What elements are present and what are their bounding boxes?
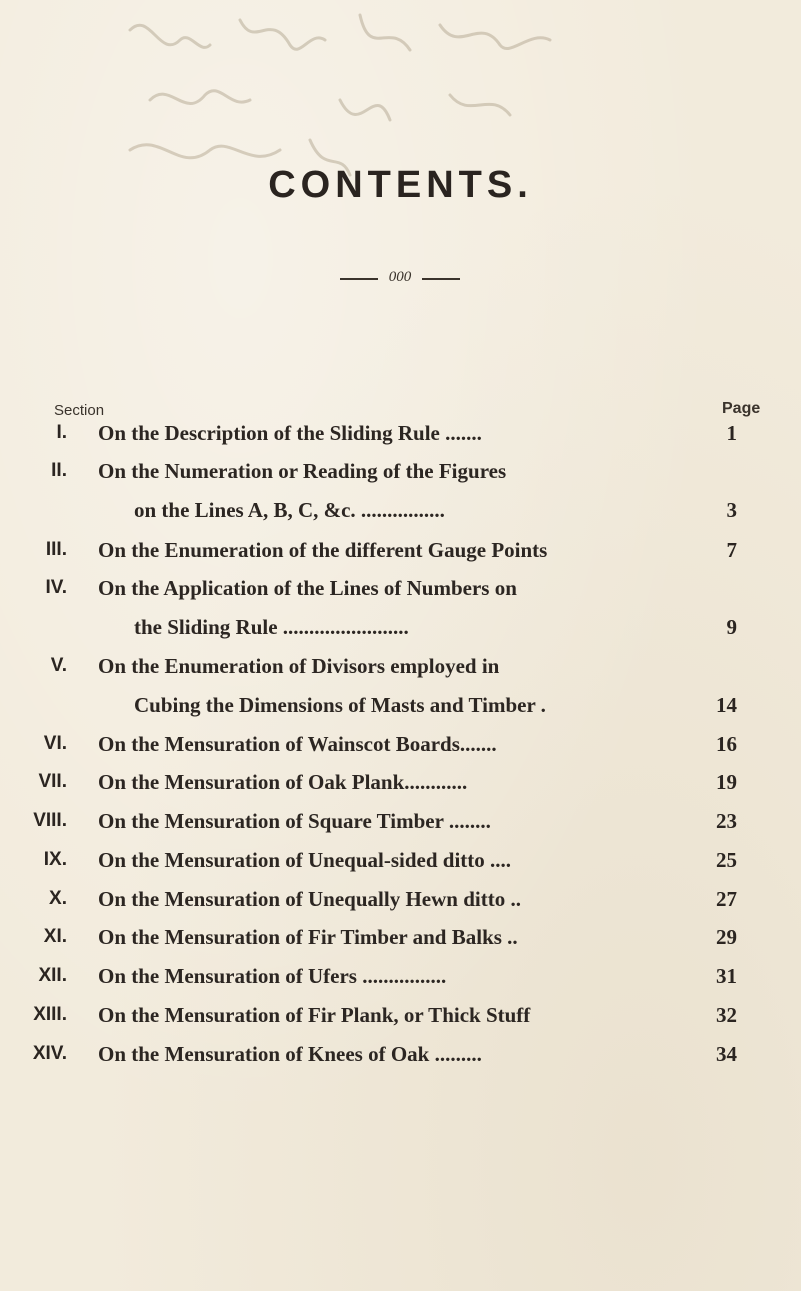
entry-title: On the Mensuration of Fir Plank, or Thick Stuff: [98, 1003, 531, 1027]
section-number: XIV.: [32, 1043, 67, 1064]
section-number: XII.: [38, 965, 67, 986]
toc-entry-2: [0, 455, 801, 487]
toc-entry-5-continued: [0, 689, 801, 721]
page-number: 14: [716, 693, 737, 717]
section-number: V.: [50, 655, 67, 676]
toc-entry-4: [0, 572, 801, 604]
toc-entry-11: [0, 921, 801, 953]
toc-entry-14: [0, 1038, 801, 1070]
section-number: VI.: [43, 733, 67, 754]
entry-title: On the Application of the Lines of Numbers on: [98, 576, 517, 600]
entry-title: On the Mensuration of Wainscot Boards.......: [98, 732, 497, 756]
ornament-mark: 000: [388, 269, 412, 285]
page-column-header: Page: [722, 400, 761, 417]
entry-title-continued: the Sliding Rule ........................: [134, 615, 409, 639]
entry-title: On the Description of the Sliding Rule .......: [98, 421, 482, 445]
entry-title: On the Mensuration of Square Timber ........: [98, 809, 491, 833]
toc-entry-10: [0, 883, 801, 915]
toc-entry-6: [0, 728, 801, 760]
entry-title: On the Enumeration of Divisors employed in: [98, 654, 500, 678]
ornament-rule-right: [422, 278, 460, 280]
page-number: 25: [716, 848, 737, 872]
ornament-rule-left: [340, 278, 378, 280]
page-number: 34: [716, 1042, 737, 1066]
section-column-header: Section: [54, 402, 105, 419]
entry-title: On the Enumeration of the different Gauge Points: [98, 538, 548, 562]
entry-title: On the Mensuration of Ufers ................: [98, 964, 447, 988]
page-title: CONTENTS.: [268, 164, 533, 206]
entry-title: On the Numeration or Reading of the Figures: [98, 459, 507, 483]
title-ornament: [340, 269, 460, 289]
page-number: 32: [716, 1003, 737, 1027]
toc-entry-9: [0, 844, 801, 876]
page-number: 3: [726, 498, 737, 522]
toc-entry-2-continued: [0, 494, 801, 526]
section-number: IV.: [45, 577, 67, 598]
section-number: II.: [51, 460, 67, 481]
toc-entry-12: [0, 960, 801, 992]
entry-title: On the Mensuration of Oak Plank............: [98, 770, 468, 794]
section-number: XIII.: [33, 1004, 67, 1025]
entry-title: On the Mensuration of Unequal-sided ditto ....: [98, 848, 512, 872]
section-number: VII.: [38, 771, 67, 792]
toc-entry-8: [0, 805, 801, 837]
toc-entry-5: [0, 650, 801, 682]
page-number: 19: [716, 770, 737, 794]
page-number: 31: [716, 964, 737, 988]
section-number: IX.: [43, 849, 67, 870]
entry-title: On the Mensuration of Unequally Hewn ditto ..: [98, 887, 521, 911]
toc-entry-1: [0, 417, 801, 449]
toc-entry-7: [0, 766, 801, 798]
page-number: 27: [716, 887, 737, 911]
page-number: 9: [726, 615, 737, 639]
toc-entry-4-continued: [0, 611, 801, 643]
page-number: 16: [716, 732, 737, 756]
page-number: 1: [726, 421, 737, 445]
section-number: I.: [56, 422, 67, 443]
section-number: X.: [49, 888, 67, 909]
section-number: VIII.: [33, 810, 67, 831]
page-number: 7: [726, 538, 737, 562]
entry-title: On the Mensuration of Fir Timber and Balks ..: [98, 925, 518, 949]
section-number: III.: [45, 539, 67, 560]
section-number: XI.: [43, 926, 67, 947]
toc-entry-13: [0, 999, 801, 1031]
page-number: 29: [716, 925, 737, 949]
entry-title: On the Mensuration of Knees of Oak .........: [98, 1042, 482, 1066]
entry-title-continued: Cubing the Dimensions of Masts and Timber .: [134, 693, 546, 717]
toc-entry-3: [0, 534, 801, 566]
entry-title-continued: on the Lines A, B, C, &c. ................: [134, 498, 445, 522]
page-number: 23: [716, 809, 737, 833]
